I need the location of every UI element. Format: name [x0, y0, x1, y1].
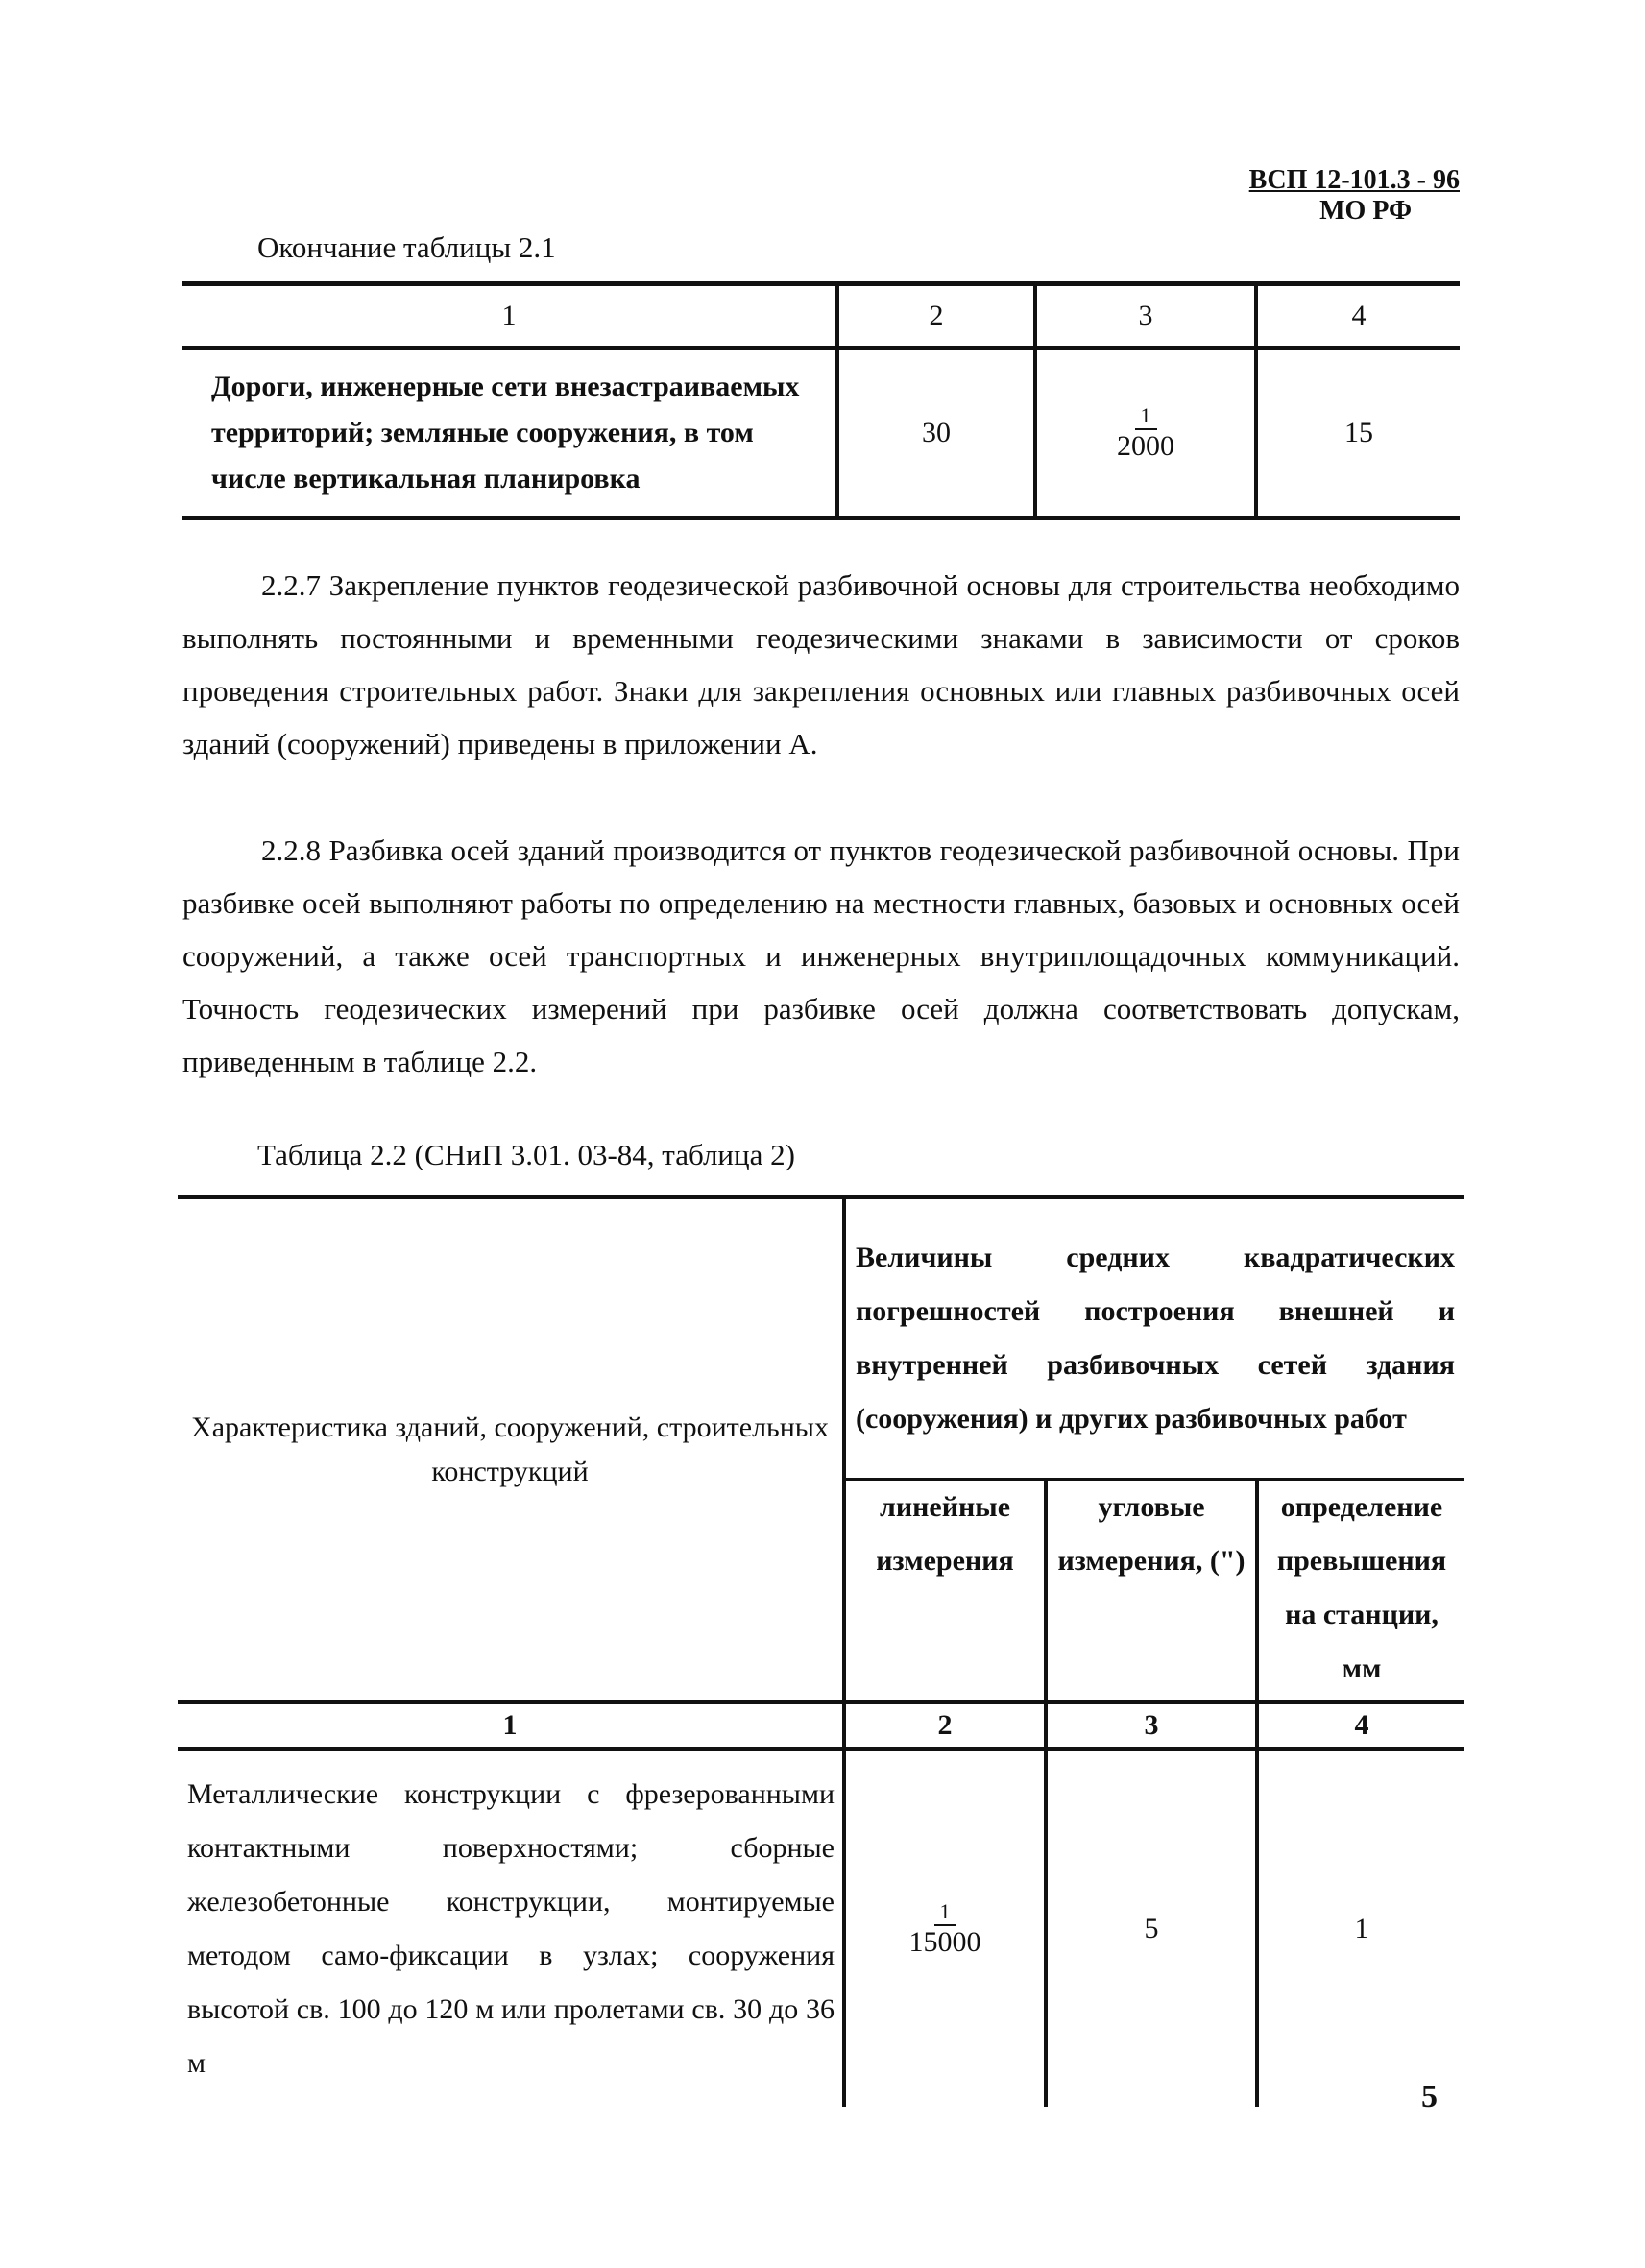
t22-col-num-4: 4 [1257, 1702, 1464, 1749]
t22-ratio-denominator: 15000 [908, 1926, 981, 1958]
t22-col-num-2: 2 [844, 1702, 1046, 1749]
group-header: Величины средних квадратических погрешностей построения внешней и внутренней разбивочных сетей здания (сооружения) и других разбивочных работ [844, 1197, 1464, 1480]
page-number: 5 [1421, 2079, 1438, 2114]
table-row [178, 1749, 1464, 2108]
paragraph-2-2-8: 2.2.8 Разбивка осей зданий производится от пунктов геодезической разбивочной основы. При разбивке осей выполняют работы по определению на местности главных, базовых и основных осей сооружений, а также осей транспортных и инженерных внутриплощадочных коммуникаций. Точность геодезических измерений при разбивке осей должна соответствовать допускам, приведенным в таблице 2.2. [182, 833, 1460, 1078]
col-num-3: 3 [1035, 284, 1256, 349]
table21-column-numbers [182, 284, 1460, 349]
t22-col-num-1: 1 [178, 1702, 844, 1749]
document-code [1143, 165, 1460, 227]
ratio-numerator: 1 [1135, 405, 1157, 430]
row-height: 15 [1256, 349, 1460, 519]
sub-height: определение превышения на станции, мм [1257, 1480, 1464, 1702]
ratio-fraction [1117, 405, 1174, 461]
col-num-4: 4 [1256, 284, 1460, 349]
t22-ratio-fraction [909, 1901, 981, 1957]
t22-ratio-numerator: 1 [934, 1901, 956, 1926]
ratio-denominator: 2000 [1117, 430, 1174, 462]
doc-org: МО РФ [1319, 196, 1412, 226]
table21-caption: Окончание таблицы 2.1 [257, 230, 556, 264]
t22-col-num-3: 3 [1046, 1702, 1257, 1749]
table-row [182, 349, 1460, 519]
row-ratio [1035, 349, 1256, 519]
col-num-1: 1 [182, 284, 837, 349]
row-linear: 30 [837, 349, 1035, 519]
sub-angular: угловые измерения, (") [1046, 1480, 1257, 1702]
t22-row-description: Металлические конструкции с фрезерованными контактными поверхностями; сборные железобетонные конструкции, монтируемые методом само-фиксации в узлах; сооружения высотой св. 100 до 120 м или пролетами св. 30 до 36 м [187, 1778, 835, 2079]
table-2-2 [178, 1195, 1464, 2107]
t22-row-linear [844, 1749, 1046, 2108]
col-num-2: 2 [837, 284, 1035, 349]
table22-column-numbers [178, 1702, 1464, 1749]
table22-caption: Таблица 2.2 (СНиП 3.01. 03-84, таблица 2) [257, 1138, 795, 1171]
paragraph-2-2-7: 2.2.7 Закрепление пунктов геодезической разбивочной основы для строительства необходимо выполнять постоянными и временными геодезическими знаками в зависимости от сроков проведения строительных работ. Знаки для закрепления основных или главных разбивочных осей зданий (сооружений) приведены в приложении А. [182, 568, 1460, 760]
row-description: Дороги, инженерные сети внезастраиваемых территорий; земляные сооружения, в том числе вертикальная планировка [182, 349, 837, 519]
t22-row-height: 1 [1257, 1749, 1464, 2108]
table22-header-row [178, 1197, 1464, 1480]
sub-linear: линейные измерения [844, 1480, 1046, 1702]
col1-header: Характеристика зданий, сооружений, строительных конструкций [178, 1197, 844, 1702]
doc-code-text: ВСП 12-101.3 - 96 [1248, 165, 1460, 195]
table-2-1-end [182, 281, 1460, 520]
t22-row-angular: 5 [1046, 1749, 1257, 2108]
